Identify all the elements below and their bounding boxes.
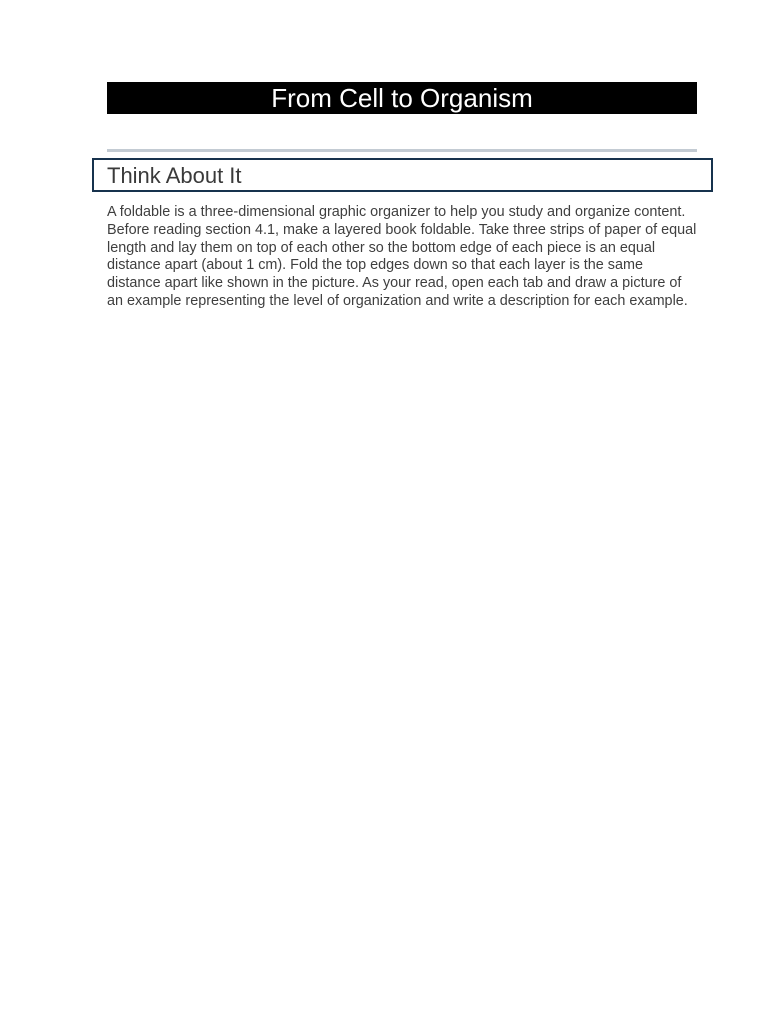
section-heading: Think About It <box>107 163 242 188</box>
instructions-paragraph: A foldable is a three-dimensional graphic organizer to help you study and organize content. Before reading section 4.1, make a layered book foldable. Take three strips of paper of equal length and lay them on top of each other so the bottom edge of each piece is an equal distance apart (about 1 cm). Fold the top edges down so that each layer is the same distance apart like shown in the picture. As your read, open each tab and draw a picture of an example representing the level of organization and write a description for each example. <box>107 204 697 309</box>
title-divider <box>107 149 697 152</box>
section-heading-box <box>92 158 713 192</box>
page-title: From Cell to Organism <box>271 83 533 113</box>
page-title-bar <box>107 82 697 114</box>
